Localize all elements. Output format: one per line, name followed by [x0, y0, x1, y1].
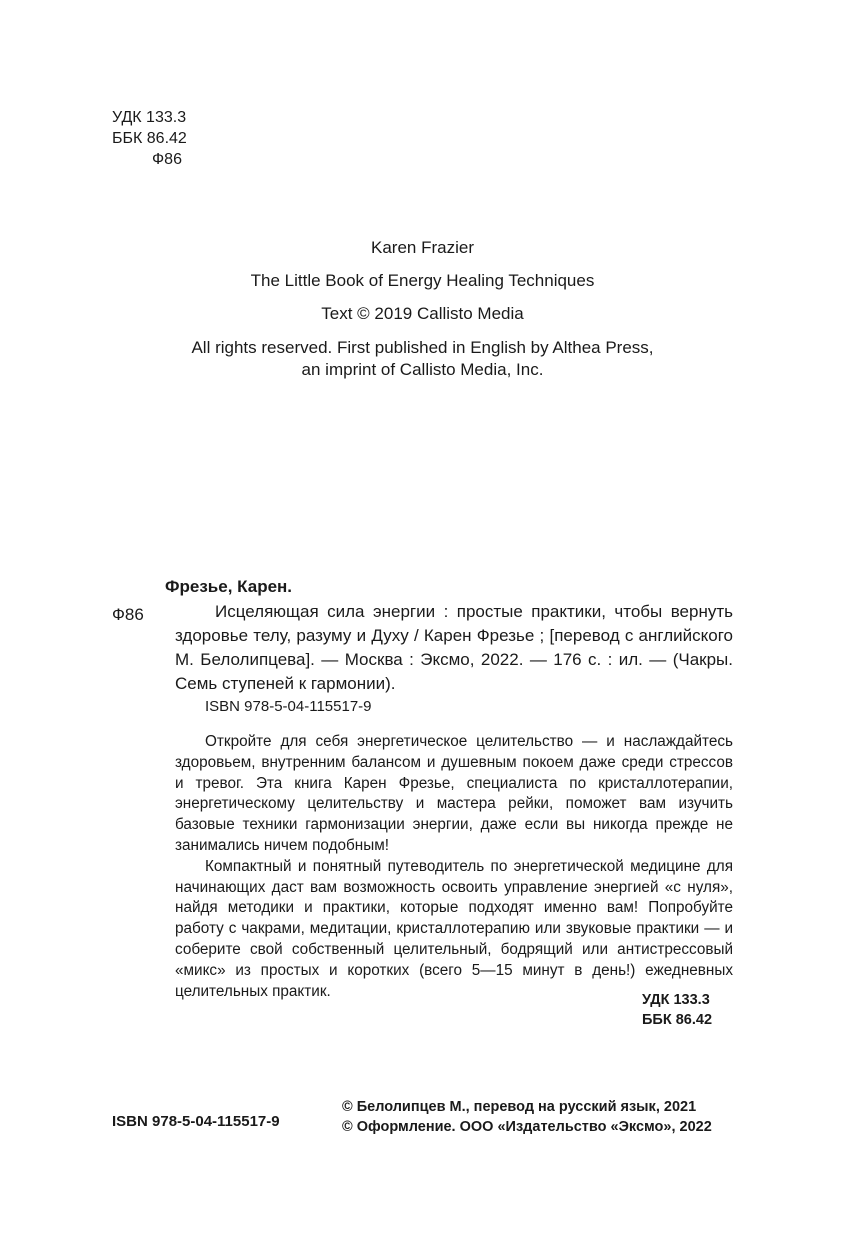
annotation-paragraph-2: Компактный и понятный путеводитель по энергетической медицине для начинающих даст вам возможность освоить управление энергией «с нуля», найдя методики и практики, которые подходят именно вам! Попробуйте работу с чакрами, медитации, кристаллотерапию или звуковые практики — и соберите свой собственный целительный, бодрящий или антистрессовый «микс» из простых и коротких (всего 5—15 минут в день!) ежедневных целительных практик.	[175, 857, 733, 1000]
copyright-block	[342, 1097, 712, 1137]
original-title: The Little Book of Energy Healing Techniques	[250, 271, 595, 290]
original-author: Karen Frazier	[371, 238, 474, 257]
footer-isbn: ISBN 978-5-04-115517-9	[112, 1113, 280, 1130]
author-mark: Ф86	[152, 151, 182, 168]
classification-codes	[112, 107, 187, 170]
catalog-author-mark: Ф86	[112, 605, 144, 624]
bottom-bbk: ББК 86.42	[642, 1012, 713, 1028]
bottom-udk: УДК 133.3	[642, 992, 710, 1008]
catalog-description: Исцеляющая сила энергии : простые практики, чтобы вернуть здоровье телу, разуму и Духу / Карен Фрезье ; [перевод с английского М. Белолипцева]. — Москва : Эксмо, 2022. — 176 с. : ил. — (Чакры. Семь ступеней к гармонии).	[175, 602, 733, 693]
udk-code: УДК 133.3	[112, 109, 187, 126]
copyright-translation: © Белолипцев М., перевод на русский язык, 2021	[342, 1099, 697, 1115]
catalog-isbn: ISBN 978-5-04-115517-9	[205, 698, 372, 715]
bottom-codes	[642, 990, 712, 1030]
copyright-design: © Оформление. ООО «Издательство «Эксмо», 2022	[342, 1119, 712, 1135]
annotation-paragraph-1: Откройте для себя энергетическое целительство — и наслаждайтесь здоровьем, внутренним балансом и душевным покоем даже среди стрессов и тревог. Эта книга Карен Фрезье, специалиста по кристаллотерапии, энергетическому целительству и мастера рейки, поможет вам изучить базовые техники гармонизации энергии, даже если вы никогда прежде не занимались ничем подобным!	[175, 733, 733, 854]
text-copyright: Text © 2019 Callisto Media	[321, 304, 524, 323]
bbk-code: ББК 86.42	[112, 130, 187, 147]
annotation	[175, 732, 733, 1002]
rights-line-1: All rights reserved. First published in English by Althea Press,	[191, 338, 654, 357]
rights-line-2: an imprint of Callisto Media, Inc.	[301, 360, 544, 379]
catalog-author-heading: Фрезье, Карен.	[165, 577, 293, 596]
